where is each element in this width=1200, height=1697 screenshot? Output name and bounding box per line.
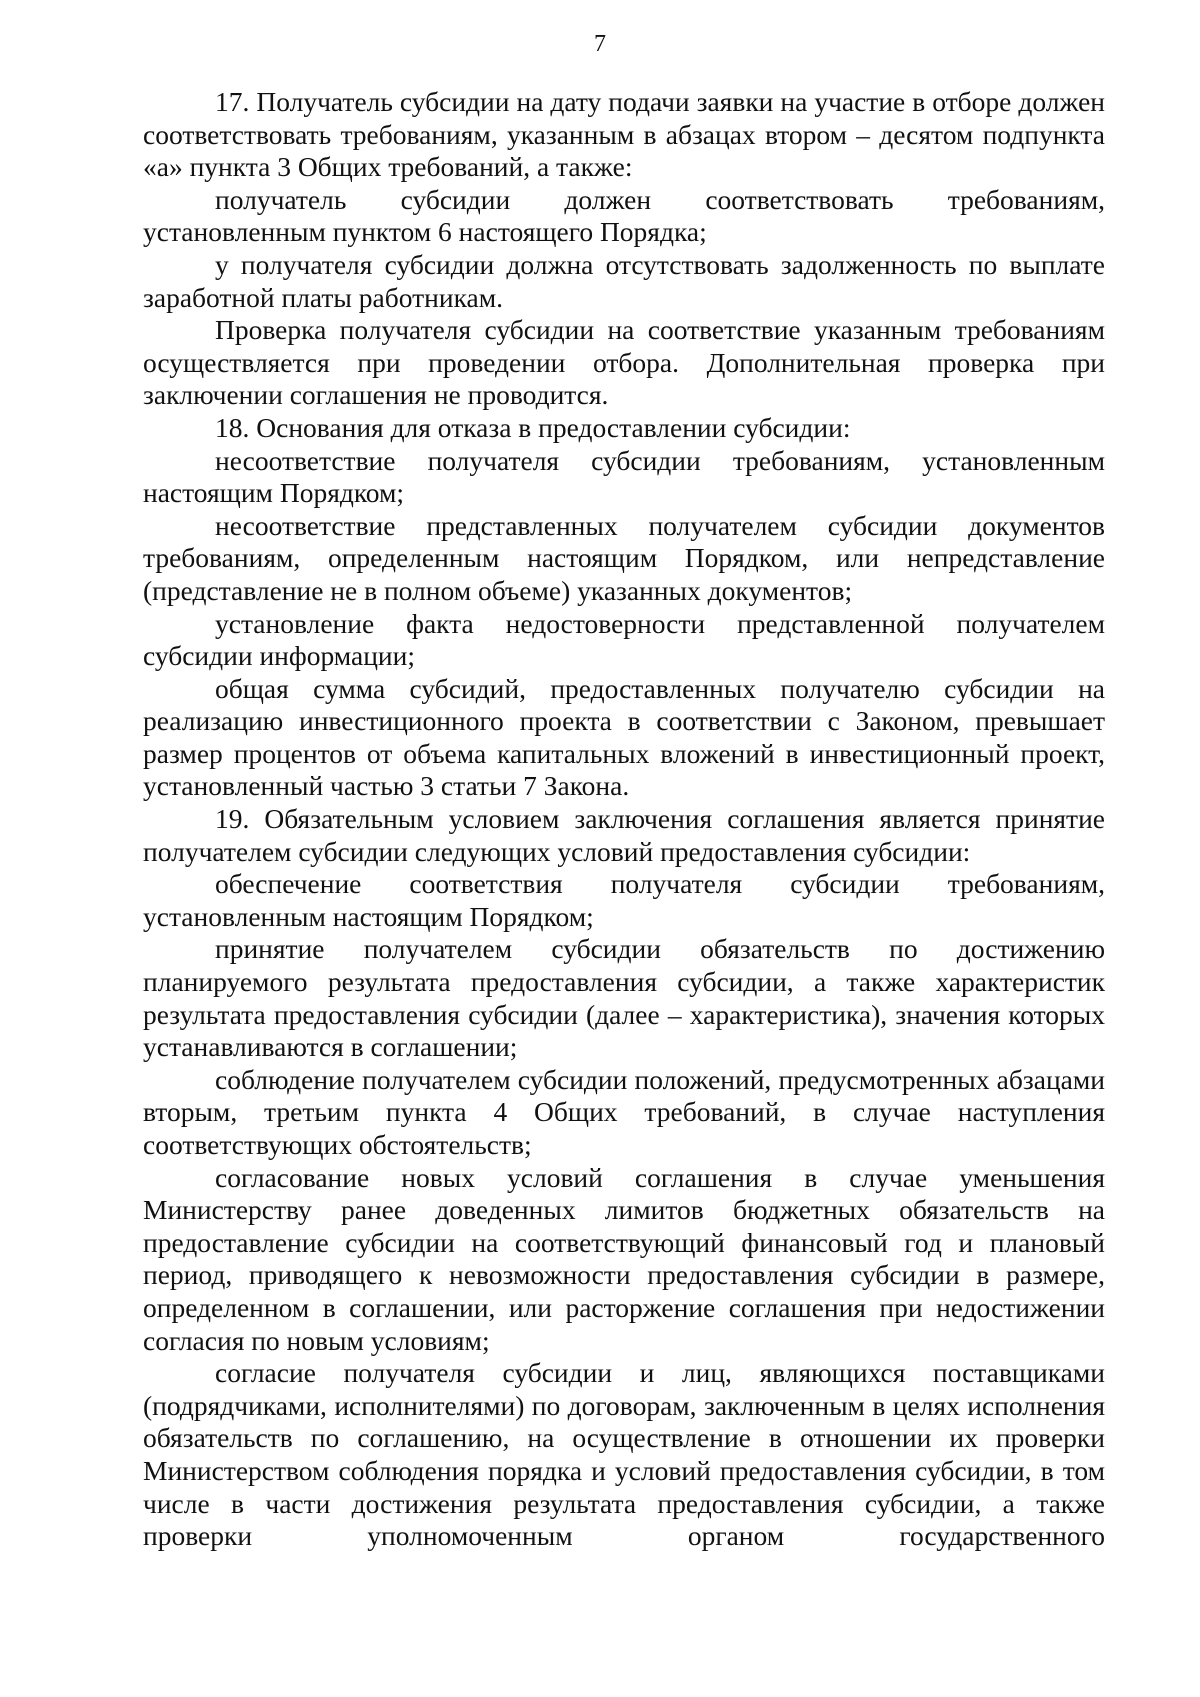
paragraph-17: 17. Получатель субсидии на дату подачи заявки на участие в отборе должен соответствовать требованиям, указанным в абзацах втором – десятом подпункта «а» пункта 3 Общих требований, а также: bbox=[143, 86, 1105, 183]
paragraph-refusal-total-amount: общая сумма субсидий, предоставленных получателю субсидии на реализацию инвестиционного проекта в соответствии с Законом, превышает размер процентов от объема капитальных вложений в инвестиционный проект, установленный частью 3 статьи 7 Закона. bbox=[143, 672, 1105, 802]
paragraph-no-salary-debt: у получателя субсидии должна отсутствовать задолженность по выплате заработной платы работникам. bbox=[143, 248, 1105, 313]
document-body bbox=[143, 86, 1105, 1553]
paragraph-check-on-selection: Проверка получателя субсидии на соответствие указанным требованиям осуществляется при проведении отбора. Дополнительная проверка при заключении соглашения не проводится. bbox=[143, 314, 1105, 411]
paragraph-18: 18. Основания для отказа в предоставлении субсидии: bbox=[215, 411, 851, 443]
paragraph-refusal-documents: несоответствие представленных получателем субсидии документов требованиям, определенным настоящим Порядком, или непредставление (представление не в полном объеме) указанных документов; bbox=[143, 509, 1105, 606]
paragraph-condition-provisions: соблюдение получателем субсидии положений, предусмотренных абзацами вторым, третьим пункта 4 Общих требований, в случае наступления соответствующих обстоятельств; bbox=[143, 1063, 1105, 1160]
paragraph-refusal-false-info: установление факта недостоверности представленной получателем субсидии информации; bbox=[143, 607, 1105, 672]
paragraph-condition-result: принятие получателем субсидии обязательств по достижению планируемого результата предоставления субсидии, а также характеристик результата предоставления субсидии (далее – характеристика), значения которых устанавливаются в соглашении; bbox=[143, 933, 1105, 1063]
paragraph-condition-new-terms: согласование новых условий соглашения в случае уменьшения Министерству ранее доведенных лимитов бюджетных обязательств на предоставление субсидии на соответствующий финансовый год и плановый период, приводящего к невозможности предоставления субсидии в размере, определенном в соглашении, или расторжение соглашения при недостижении согласия по новым условиям; bbox=[143, 1161, 1105, 1356]
paragraph-requirement-point-6: получатель субсидии должен соответствовать требованиям, установленным пунктом 6 настоящего Порядка; bbox=[143, 183, 1105, 248]
paragraph-condition-consent: согласие получателя субсидии и лиц, являющихся поставщиками (подрядчиками, исполнителями) по договорам, заключенным в целях исполнения обязательств по соглашению, на осуществление в отношении их проверки Министерством соблюдения порядка и условий предоставления субсидии, в том числе в части достижения результата предоставления субсидии, а также проверки уполномоченным органом государственного bbox=[143, 1357, 1105, 1552]
page-number: 7 bbox=[594, 31, 606, 57]
paragraph-condition-compliance: обеспечение соответствия получателя субсидии требованиям, установленным настоящим Порядком; bbox=[143, 868, 1105, 932]
paragraph-refusal-noncompliance: несоответствие получателя субсидии требованиям, установленным настоящим Порядком; bbox=[143, 444, 1105, 509]
paragraph-19: 19. Обязательным условием заключения соглашения является принятие получателем субсидии следующих условий предоставления субсидии: bbox=[143, 803, 1105, 867]
